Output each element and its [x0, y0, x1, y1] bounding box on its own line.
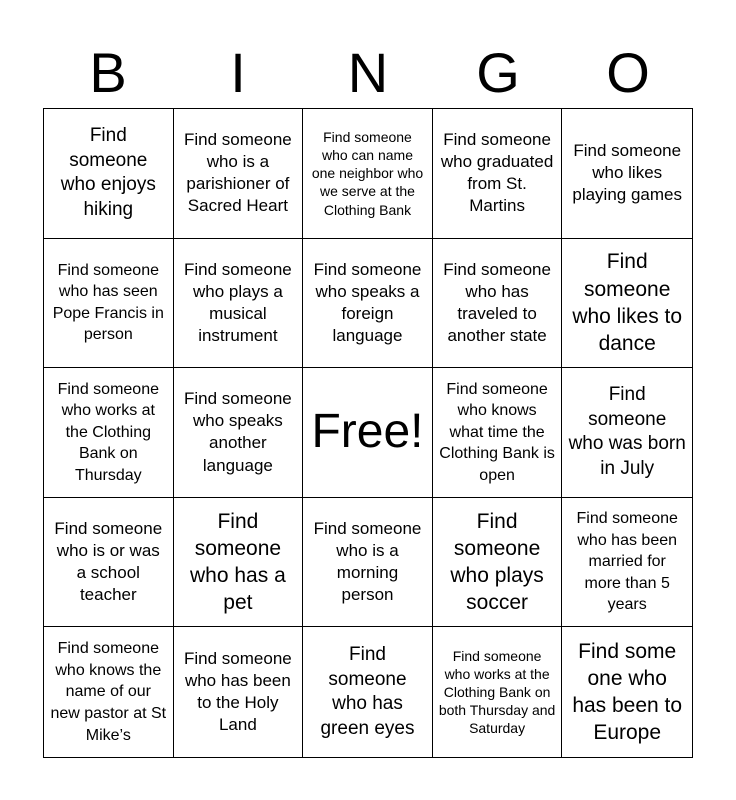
bingo-cell[interactable]	[562, 627, 692, 757]
bingo-cell[interactable]	[44, 627, 174, 757]
bingo-cell[interactable]	[44, 368, 174, 498]
cell-text: Find someone who has seen Pope Francis in person	[52, 261, 164, 344]
free-space-cell[interactable]	[303, 368, 433, 498]
bingo-cell[interactable]	[562, 368, 692, 498]
header-letter-b: B	[89, 41, 127, 104]
cell-text: Find someone who has been married for more than 5 years	[576, 510, 678, 614]
bingo-cell[interactable]	[174, 627, 304, 757]
bingo-cell[interactable]	[44, 109, 174, 239]
header-letter-o: O	[606, 41, 650, 104]
cell-text: Find someone who likes to dance	[572, 250, 683, 356]
bingo-cell[interactable]	[433, 239, 563, 369]
bingo-cell[interactable]	[174, 109, 304, 239]
bingo-cell[interactable]	[44, 239, 174, 369]
bingo-cell[interactable]	[433, 368, 563, 498]
bingo-cell[interactable]	[303, 627, 433, 757]
bingo-cell[interactable]	[174, 498, 304, 628]
cell-text: Find someone who is or was a school teacher	[54, 518, 163, 605]
header-letter-g: G	[476, 41, 520, 104]
bingo-cell[interactable]	[433, 109, 563, 239]
free-space-label: Free!	[311, 405, 424, 459]
cell-text: Find someone who likes playing games	[572, 141, 682, 205]
cell-text: Find someone who can name one neighbor who we serve at the Clothing Bank	[311, 128, 424, 218]
cell-text: Find some one who has been to Europe	[572, 639, 683, 745]
cell-text: Find someone who graduated from St. Martins	[440, 130, 554, 216]
cell-text: Find someone who works at the Clothing Bank on both Thursday and Saturday	[438, 647, 556, 737]
cell-text: Find someone who speaks a foreign language	[313, 259, 422, 345]
bingo-cell[interactable]	[562, 109, 692, 239]
cell-text: Find someone who enjoys hiking	[60, 124, 156, 220]
cell-text: Find someone who has green eyes	[320, 643, 415, 739]
bingo-cell[interactable]	[562, 498, 692, 628]
cell-text: Find someone who has traveled to another state	[443, 259, 551, 345]
bingo-header	[43, 38, 693, 108]
cell-text: Find someone who plays soccer	[450, 509, 544, 615]
cell-text: Find someone who works at the Clothing Bank on Thursday	[57, 380, 159, 484]
bingo-cell[interactable]	[44, 498, 174, 628]
cell-text: Find someone who has a pet	[190, 509, 286, 615]
bingo-cell[interactable]	[303, 239, 433, 369]
cell-text: Find someone who knows the name of our new pastor at St Mike’s	[50, 640, 167, 744]
cell-text: Find someone who is a morning person	[313, 518, 422, 605]
header-letter-i: I	[230, 41, 246, 104]
bingo-cell[interactable]	[174, 368, 304, 498]
bingo-cell[interactable]	[303, 498, 433, 628]
cell-text: Find someone who speaks another language	[184, 389, 292, 475]
bingo-cell[interactable]	[433, 498, 563, 628]
cell-text: Find someone who plays a musical instrument	[184, 259, 292, 345]
cell-text: Find someone who knows what time the Clothing Bank is open	[439, 380, 555, 484]
bingo-cell[interactable]	[303, 109, 433, 239]
cell-text: Find someone who was born in July	[568, 384, 686, 480]
bingo-card-grid	[43, 108, 693, 758]
bingo-cell[interactable]	[562, 239, 692, 369]
header-letter-n: N	[347, 41, 389, 104]
bingo-cell[interactable]	[174, 239, 304, 369]
cell-text: Find someone who is a parishioner of Sacred Heart	[184, 130, 292, 216]
bingo-cell[interactable]	[433, 627, 563, 757]
cell-text: Find someone who has been to the Holy Land	[184, 649, 292, 735]
